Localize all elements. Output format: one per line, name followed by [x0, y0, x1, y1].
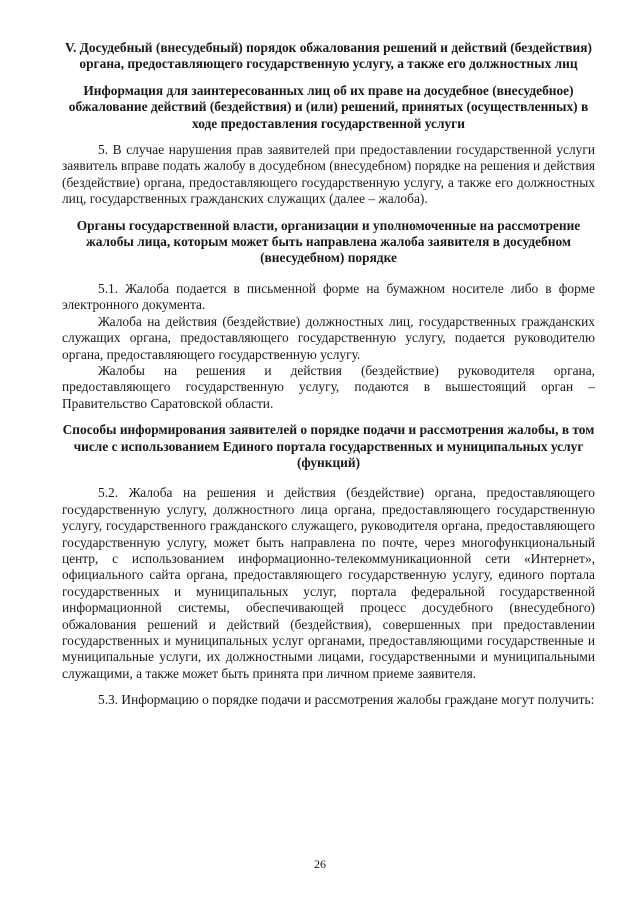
paragraph-5-1: 5.1. Жалоба подается в письменной форме на бумажном носителе либо в форме электронного документа. — [62, 280, 595, 313]
paragraph-5-3: 5.3. Информацию о порядке подачи и рассмотрения жалобы граждане могут получить: — [98, 692, 595, 708]
subsection-heading-authorities: Органы государственной власти, организации и уполномоченные на рассмотрение жалобы лица, которым может быть направлена жалоба заявителя в досудебном (внесудебном) порядке — [76, 217, 581, 266]
paragraph-head-complaint: Жалобы на решения и действия (бездействие) руководителя органа, предоставляющего государственную услугу, подаются в вышестоящий орган – Правительство Саратовской области. — [62, 362, 595, 411]
paragraph-officials-complaint: Жалоба на действия (бездействие) должностных лиц, государственных гражданских служащих органа, предоставляющего государственную услугу, подается руководителю органа, предоставляющего государственную услугу. — [62, 313, 595, 362]
document-page — [62, 40, 595, 709]
subsection-heading-rights-info: Информация для заинтересованных лиц об их праве на досудебное (внесудебное) обжалование действий (бездействия) и (или) решений, принятых (осуществленных) в ходе предоставления государственной услуги — [68, 82, 589, 131]
subsection-heading-informing-methods: Способы информирования заявителей о порядке подачи и рассмотрения жалобы, в том числе с использованием Единого портала государственных и муниципальных услуг (функций) — [62, 422, 595, 470]
paragraph-5: 5. В случае нарушения прав заявителей при предоставлении государственной услуги заявитель вправе подать жалобу в досудебном (внесудебном) порядке на решения и действия (бездействие) органа, предоставляющего государственную услугу, а также его должностных лиц, государственных гражданских служащих (далее – жалоба). — [62, 142, 595, 207]
section-title: V. Досудебный (внесудебный) порядок обжалования решений и действий (бездействия) органа, предоставляющего государственную услугу, а также его должностных лиц — [65, 40, 592, 72]
paragraph-5-2: 5.2. Жалоба на решения и действия (бездействие) органа, предоставляющего государственную услугу, должностного лица органа, предоставляющего государственную услугу, государственного гражданского служащего, руководителя органа, предоставляющего государственную услугу, может быть направлена по почте, через многофункциональный центр, с использованием информационно-телекоммуникационной сети «Интернет», официального сайта органа, предоставляющего государственную услугу, единого портала государственных и муниципальных услуг, портала федеральной государственной информационной системы, обеспечивающей процесс досудебного (внесудебного) обжалования решений и действий (бездействия), совершенных при предоставлении государственных и муниципальных услуг органами, предоставляющими государственные и муниципальные услуги, их должностными лицами, государственными и муниципальными служащими, а также может быть принята при личном приеме заявителя. — [62, 485, 595, 681]
page-number: 26 — [314, 857, 326, 871]
